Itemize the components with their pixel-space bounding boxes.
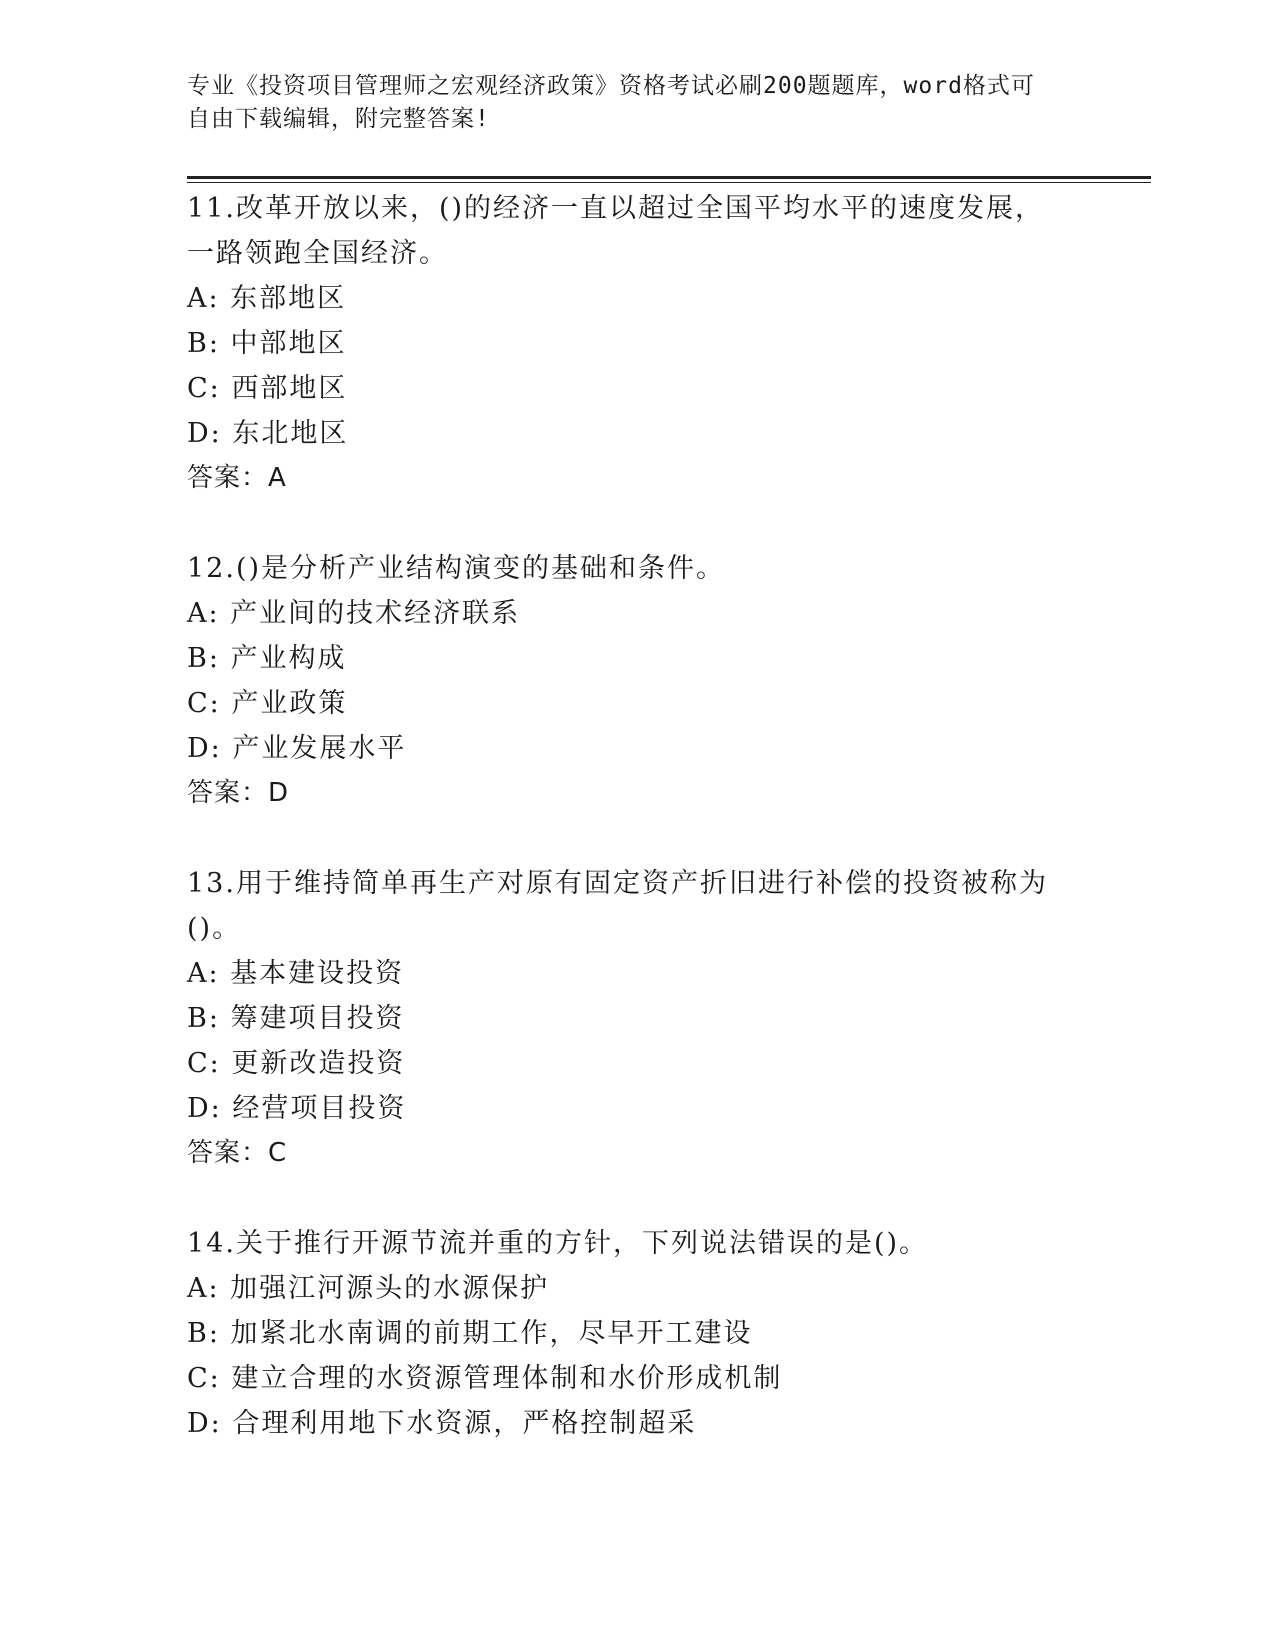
option-d: D: 经营项目投资: [187, 1093, 407, 1124]
header-line-1: 专业《投资项目管理师之宏观经济政策》资格考试必刷200题题库，word格式可: [187, 73, 1035, 99]
question-stem: 13.用于维持简单再生产对原有固定资产折旧进行补偿的投资被称为()。: [187, 868, 1048, 944]
option-b: B: 筹建项目投资: [187, 1003, 405, 1034]
question-12: [187, 546, 1117, 816]
question-list: [187, 186, 1117, 1491]
question-11: [187, 186, 1117, 501]
header-line-2: 自由下载编辑，附完整答案!: [187, 106, 490, 132]
option-d: D: 合理利用地下水资源，严格控制超采: [187, 1408, 697, 1439]
option-c: C: 产业政策: [187, 688, 348, 719]
option-c: C: 建立合理的水资源管理体制和水价形成机制: [187, 1363, 783, 1394]
document-header: [187, 70, 1087, 136]
header-rule-thin: [187, 182, 1151, 183]
header-rule-thick: [187, 176, 1151, 179]
question-13: [187, 861, 1117, 1176]
question-stem: 14.关于推行开源节流并重的方针，下列说法错误的是()。: [187, 1228, 929, 1259]
answer: 答案：D: [187, 778, 290, 808]
question-stem: 11.改革开放以来，()的经济一直以超过全国平均水平的速度发展，一路领跑全国经济。: [187, 193, 1045, 269]
option-d: D: 东北地区: [187, 418, 349, 449]
answer: 答案：A: [187, 463, 287, 493]
option-a: A: 东部地区: [187, 283, 347, 314]
option-c: C: 更新改造投资: [187, 1048, 406, 1079]
option-a: A: 产业间的技术经济联系: [187, 598, 521, 629]
question-stem: 12.()是分析产业结构演变的基础和条件。: [187, 553, 726, 584]
option-a: A: 加强江河源头的水源保护: [187, 1273, 550, 1304]
question-14: [187, 1221, 1117, 1446]
answer: 答案：C: [187, 1138, 288, 1168]
option-a: A: 基本建设投资: [187, 958, 405, 989]
option-b: B: 中部地区: [187, 328, 347, 359]
option-d: D: 产业发展水平: [187, 733, 407, 764]
option-b: B: 产业构成: [187, 643, 347, 674]
option-b: B: 加紧北水南调的前期工作，尽早开工建设: [187, 1318, 753, 1349]
option-c: C: 西部地区: [187, 373, 348, 404]
